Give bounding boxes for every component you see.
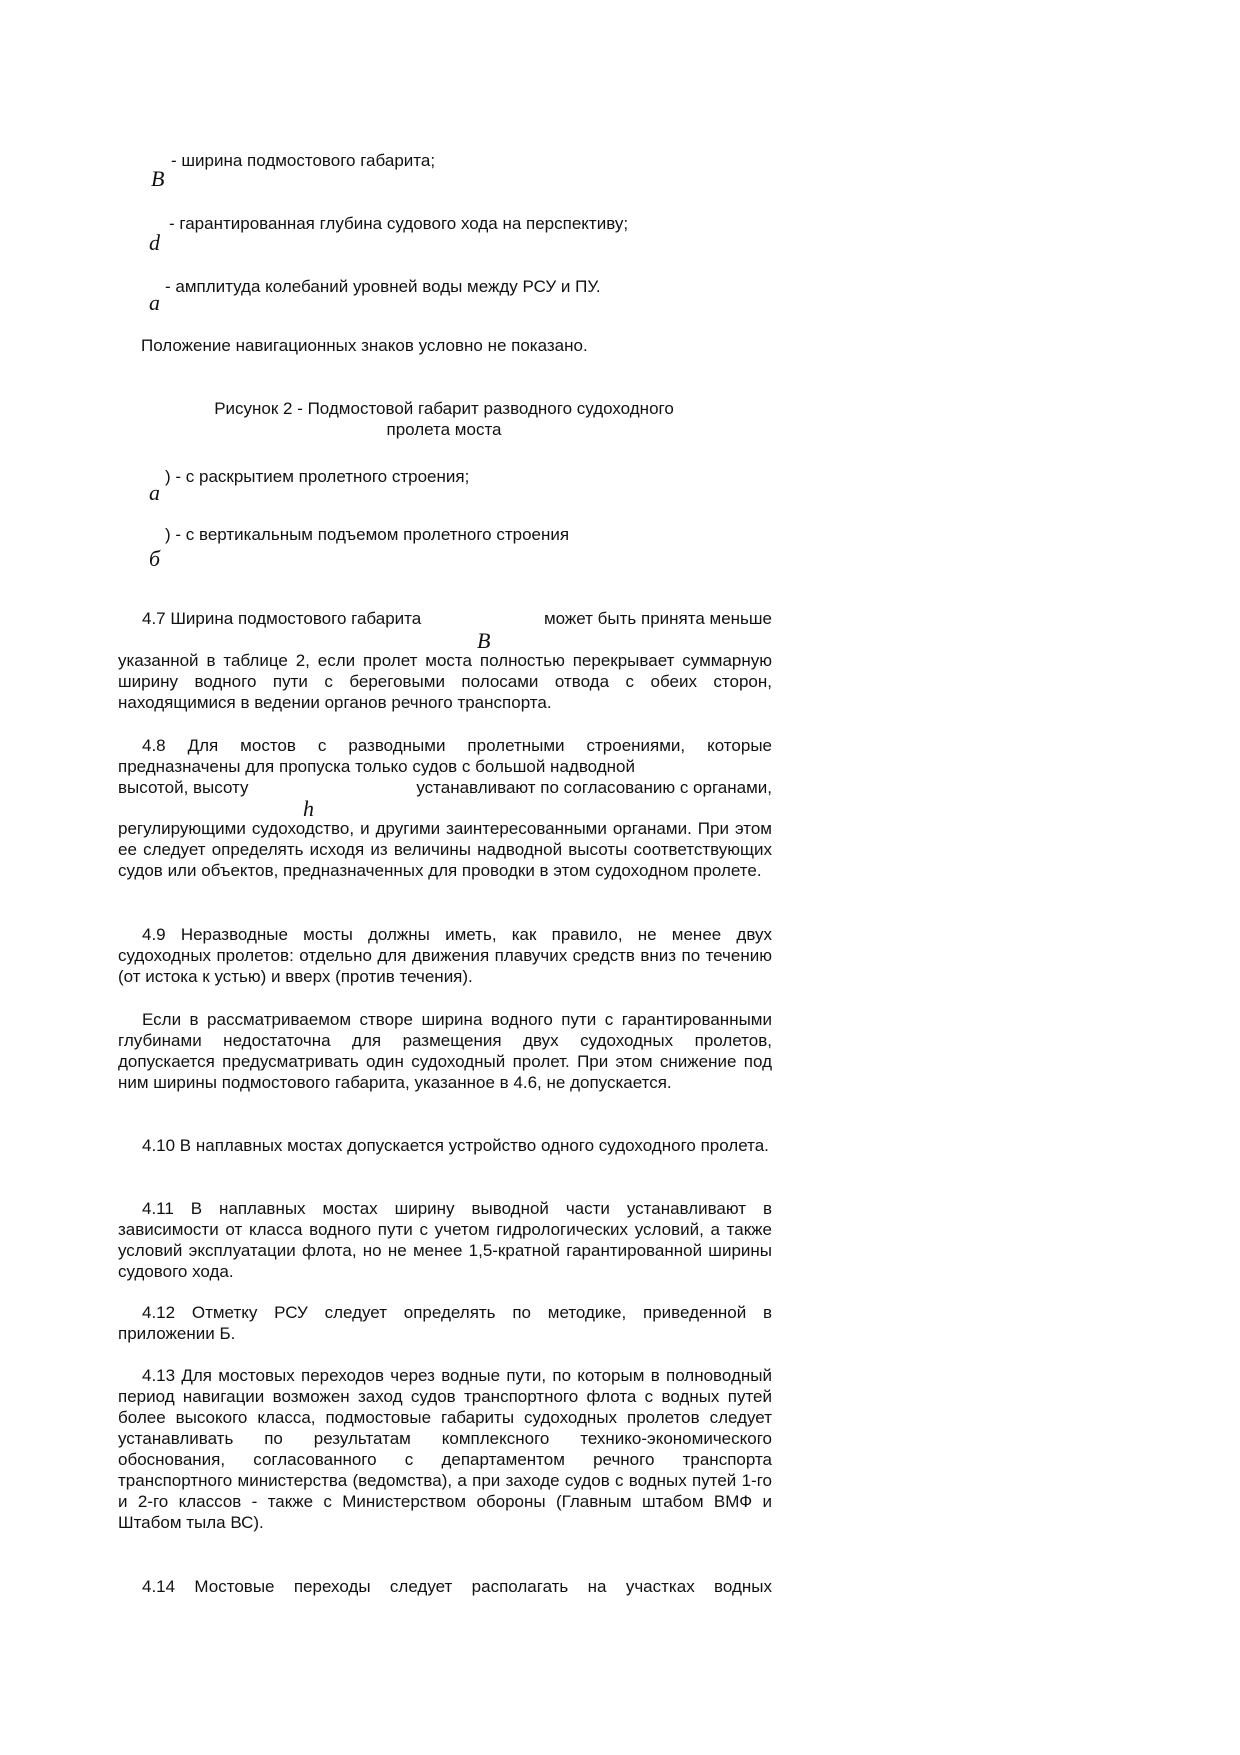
variant-symbol-a: а [149,480,160,505]
legend-text-d: - гарантированная глубина судового хода на перспективу; [169,214,629,233]
p410: 4.10 В наплавных мостах допускается устройство одного судоходного пролета. [142,1136,769,1155]
legend-text-b: - ширина подмостового габарита; [171,151,436,170]
legend-symbol-d: d [149,230,160,255]
p47-symbol: B [477,628,491,653]
p48-third-left: высотой, высоту [118,778,249,797]
figure-caption-line2: пролета моста [386,420,502,439]
p49: 4.9 Неразводные мосты должны иметь, как правило, не менее двух судоходных пролетов: отдельно для движения плавучих средств вниз по течению (от истока к устью) и вверх (против течения). [118,925,772,986]
p47-first-right: может быть принята меньше [543,609,772,628]
variant-text-b: ) - с вертикальным подъемом пролетного строения [165,525,570,544]
p413: 4.13 Для мостовых переходов через водные пути, по которым в полноводный период навигации возможен заход судов транспортного флота с водных путей более высокого класса, подмостовые габариты судоходных пролетов следует устанавливать по результатам комплексного технико-экономического обоснования, согласованного с департаментом речного транспорта транспортного министерства (ведомства), а при заходе судов с водных путей 1-го и 2-го классов - также с Министерством обороны (Главным штабом ВМФ и Штабом тыла ВС). [118,1366,772,1532]
variant-text-a: ) - с раскрытием пролетного строения; [165,467,470,486]
p48-rest: регулирующими судоходство, и другими заинтересованными органами. При этом ее следует определять исходя из величины надводной высоты соответствующих судов или объектов, предназначенных для проводки в этом судоходном пролете. [118,819,772,880]
legend-symbol-a: a [149,290,160,315]
p48-lines: 4.8 Для мостов с разводными пролетными строениями, которые предназначены для пропуска только судов с большой надводной [118,736,772,776]
p48-symbol: h [303,796,314,821]
p49b: Если в рассматриваемом створе ширина водного пути с гарантированными глубинами недостаточна для размещения двух судоходных пролетов, допускается предусматривать один судоходный пролет. При этом снижение под ним ширины подмостового габарита, указанное в 4.6, не допускается. [118,1010,772,1092]
p411: 4.11 В наплавных мостах ширину выводной части устанавливают в зависимости от класса водного пути с учетом гидрологических условий, а также условий эксплуатации флота, но не менее 1,5-кратной гарантированной ширины судового хода. [118,1199,772,1281]
legend-text-a: - амплитуда колебаний уровней воды между РСУ и ПУ. [165,277,601,296]
variant-symbol-b: б [149,546,161,571]
p414: 4.14 Мостовые переходы следует располагать на участках водных [142,1577,772,1596]
note-text: Положение навигационных знаков условно не показано. [141,336,588,355]
figure-caption-line1: Рисунок 2 - Подмостовой габарит разводного судоходного [214,399,674,418]
p47-first-left: 4.7 Ширина подмостового габарита [142,609,422,628]
p48-third-right: устанавливают по согласованию с органами, [416,778,772,797]
p47-rest: указанной в таблице 2, если пролет моста полностью перекрывает суммарную ширину водного пути с береговыми полосами отвода с обеих сторон, находящимися в ведении органов речного транспорта. [118,651,772,712]
legend-symbol-b: B [151,166,165,191]
p412: 4.12 Отметку РСУ следует определять по методике, приведенной в приложении Б. [118,1303,772,1343]
